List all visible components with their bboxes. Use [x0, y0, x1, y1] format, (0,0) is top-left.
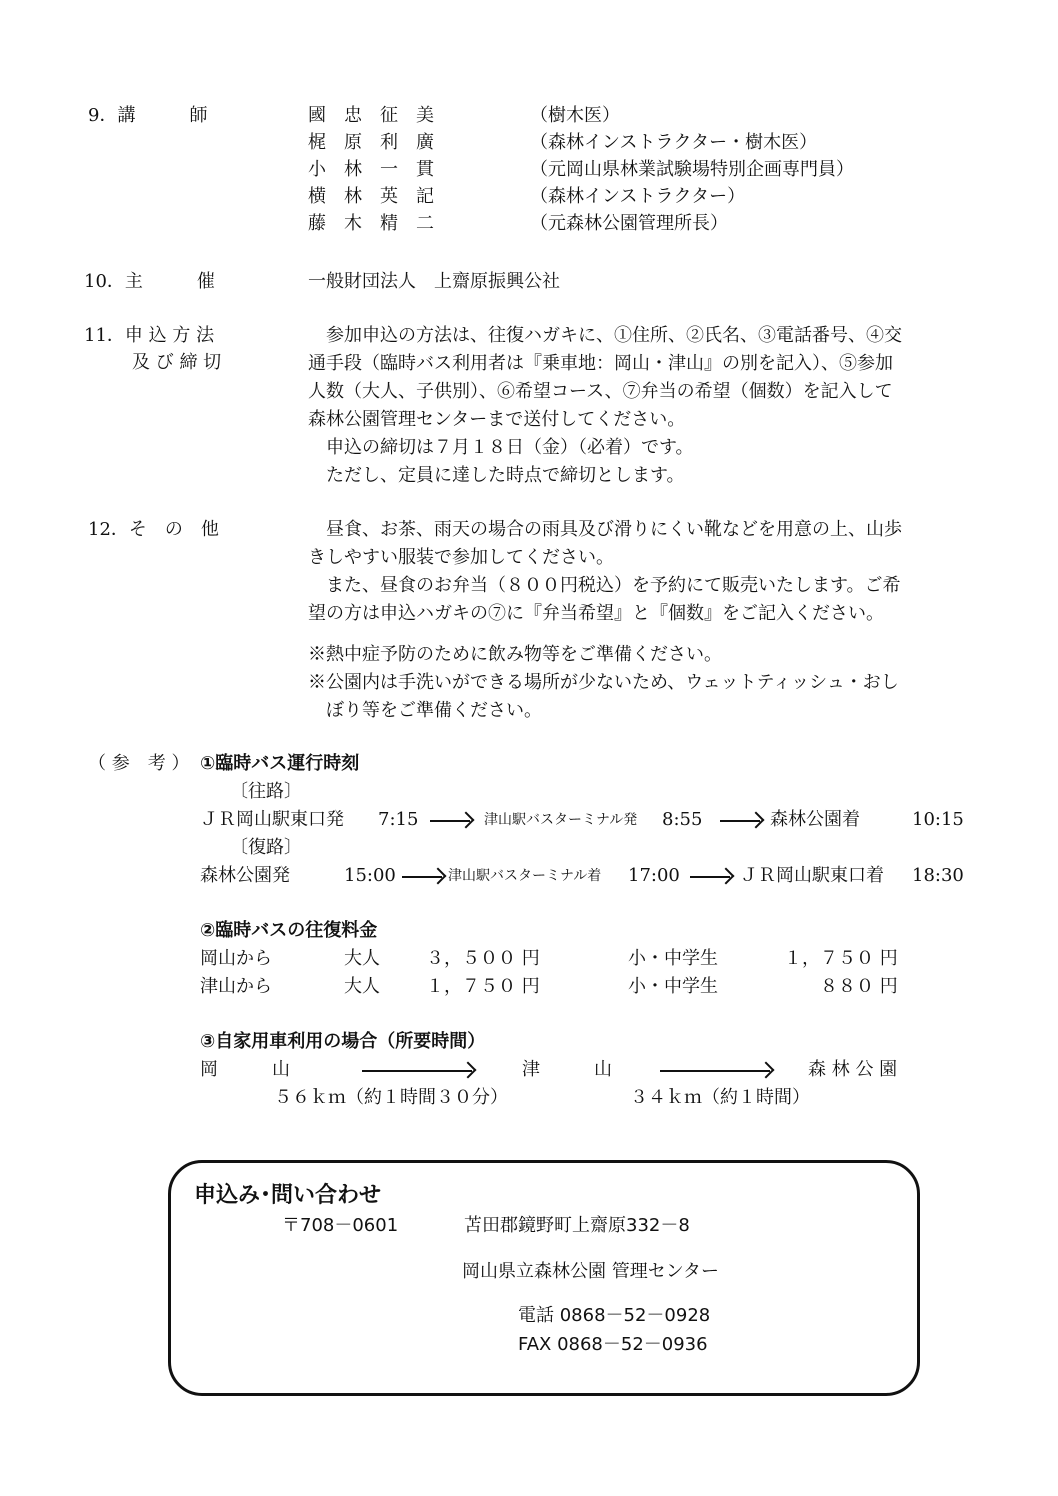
- return-from: 森林公園発: [200, 865, 290, 886]
- fare-child: ８８０ 円: [820, 976, 898, 997]
- contact-address: 苫田郡鏡野町上齋原332－8: [464, 1215, 690, 1236]
- outbound-to: 森林公園着: [770, 809, 860, 830]
- car-leg-2: ３４ｋｍ（約１時間）: [630, 1087, 810, 1108]
- bus-schedule-title: ①臨時バス運行時刻: [200, 753, 360, 774]
- other-line: 望の方は申込ハガキの⑦に『弁当希望』と『個数』をご記入ください。: [308, 603, 884, 624]
- arrow-right-icon: [690, 876, 730, 878]
- arrow-right-icon: [660, 1070, 770, 1072]
- fare-adult-label: 大人: [344, 948, 380, 969]
- outbound-to-time: 10:15: [912, 809, 964, 830]
- lecturer-name: 國 忠 征 美: [308, 105, 434, 126]
- return-via-time: 17:00: [628, 865, 680, 886]
- application-line: ただし、定員に達した時点で締切とします。: [308, 465, 685, 486]
- lecturer-name: 横 林 英 記: [308, 186, 434, 207]
- fare-child-label: 小・中学生: [628, 948, 718, 969]
- return-to-time: 18:30: [912, 865, 964, 886]
- contact-postal: 〒708－0601: [282, 1215, 399, 1236]
- bus-fares-title: ②臨時バスの往復料金: [200, 920, 378, 941]
- reference-label: （ 参 考 ）: [88, 753, 190, 774]
- fare-adult: ３，５００ 円: [426, 948, 540, 969]
- other-line: また、昼食のお弁当（８００円税込）を予約にて販売いたします。ご希: [308, 575, 901, 596]
- other-label: 12．そ の 他: [88, 519, 219, 540]
- contact-org: 岡山県立森林公園 管理センター: [462, 1261, 720, 1282]
- lecturer-role: （樹木医）: [530, 105, 620, 126]
- other-note: ぼり等をご準備ください。: [308, 700, 542, 721]
- other-note: ※公園内は手洗いができる場所が少ないため、ウェットティッシュ・おし: [308, 672, 899, 693]
- application-line: 申込の締切は７月１８日（金）（必着）です。: [308, 437, 694, 458]
- lecturers-label: 9．講 師: [88, 105, 208, 126]
- lecturer-name: 藤 木 精 二: [308, 213, 434, 234]
- application-label: 11．申 込 方 法: [84, 325, 215, 346]
- lecturer-name: 小 林 一 貫: [308, 159, 434, 180]
- fare-origin: 岡山から: [200, 948, 272, 969]
- application-line: 森林公園管理センターまで送付してください。: [308, 409, 686, 430]
- arrow-right-icon: [402, 876, 442, 878]
- outbound-via: 津山駅バスターミナル発: [484, 812, 638, 828]
- car-point-park: 森 林 公 園: [808, 1059, 898, 1080]
- outbound-from: ＪＲ岡山駅東口発: [200, 809, 344, 830]
- lecturer-name: 梶 原 利 廣: [308, 132, 434, 153]
- organizer-label: 10．主 催: [84, 271, 215, 292]
- arrow-right-icon: [430, 820, 470, 822]
- fare-adult-label: 大人: [344, 976, 380, 997]
- return-from-time: 15:00: [344, 865, 396, 886]
- return-label: 〔復路〕: [230, 837, 302, 858]
- outbound-via-time: 8:55: [662, 809, 703, 830]
- car-point-okayama: 岡 山: [200, 1059, 290, 1080]
- other-note: ※熱中症予防のために飲み物等をご準備ください。: [308, 644, 722, 665]
- contact-tel: 電話 0868－52－0928: [518, 1305, 711, 1326]
- application-line: 通手段（臨時バス利用者は『乗車地：岡山・津山』の別を記入）、⑤参加: [308, 353, 893, 374]
- application-line: 参加申込の方法は、往復ハガキに、①住所、②氏名、③電話番号、④交: [308, 325, 902, 346]
- other-line: 昼食、お茶、雨天の場合の雨具及び滑りにくい靴などを用意の上、山歩: [308, 519, 902, 540]
- application-label-2: 及 び 締 切: [132, 352, 222, 373]
- outbound-label: 〔往路〕: [230, 781, 302, 802]
- return-to: ＪＲ岡山駅東口着: [740, 865, 884, 886]
- car-title: ③自家用車利用の場合（所要時間）: [200, 1031, 486, 1052]
- return-via: 津山駅バスターミナル着: [448, 868, 602, 884]
- fare-adult: １，７５０ 円: [426, 976, 540, 997]
- lecturer-role: （元森林公園管理所長）: [530, 213, 728, 234]
- arrow-right-icon: [362, 1070, 472, 1072]
- arrow-right-icon: [720, 820, 760, 822]
- lecturer-role: （森林インストラクター）: [530, 186, 746, 207]
- fare-child: １，７５０ 円: [784, 948, 898, 969]
- other-line: きしやすい服装で参加してください。: [308, 547, 614, 568]
- contact-fax: FAX 0868－52－0936: [518, 1334, 708, 1355]
- contact-title: 申込み･問い合わせ: [194, 1183, 382, 1208]
- lecturer-role: （森林インストラクター・樹木医）: [530, 132, 818, 153]
- fare-child-label: 小・中学生: [628, 976, 718, 997]
- outbound-from-time: 7:15: [378, 809, 419, 830]
- organizer-value: 一般財団法人 上齋原振興公社: [308, 271, 560, 292]
- fare-origin: 津山から: [200, 976, 272, 997]
- car-point-tsuyama: 津 山: [522, 1059, 612, 1080]
- application-line: 人数（大人、子供別）、⑥希望コース、⑦弁当の希望（個数）を記入して: [308, 381, 893, 402]
- lecturer-role: （元岡山県林業試験場特別企画専門員）: [530, 159, 854, 180]
- car-leg-1: ５６ｋｍ（約１時間３０分）: [274, 1087, 508, 1108]
